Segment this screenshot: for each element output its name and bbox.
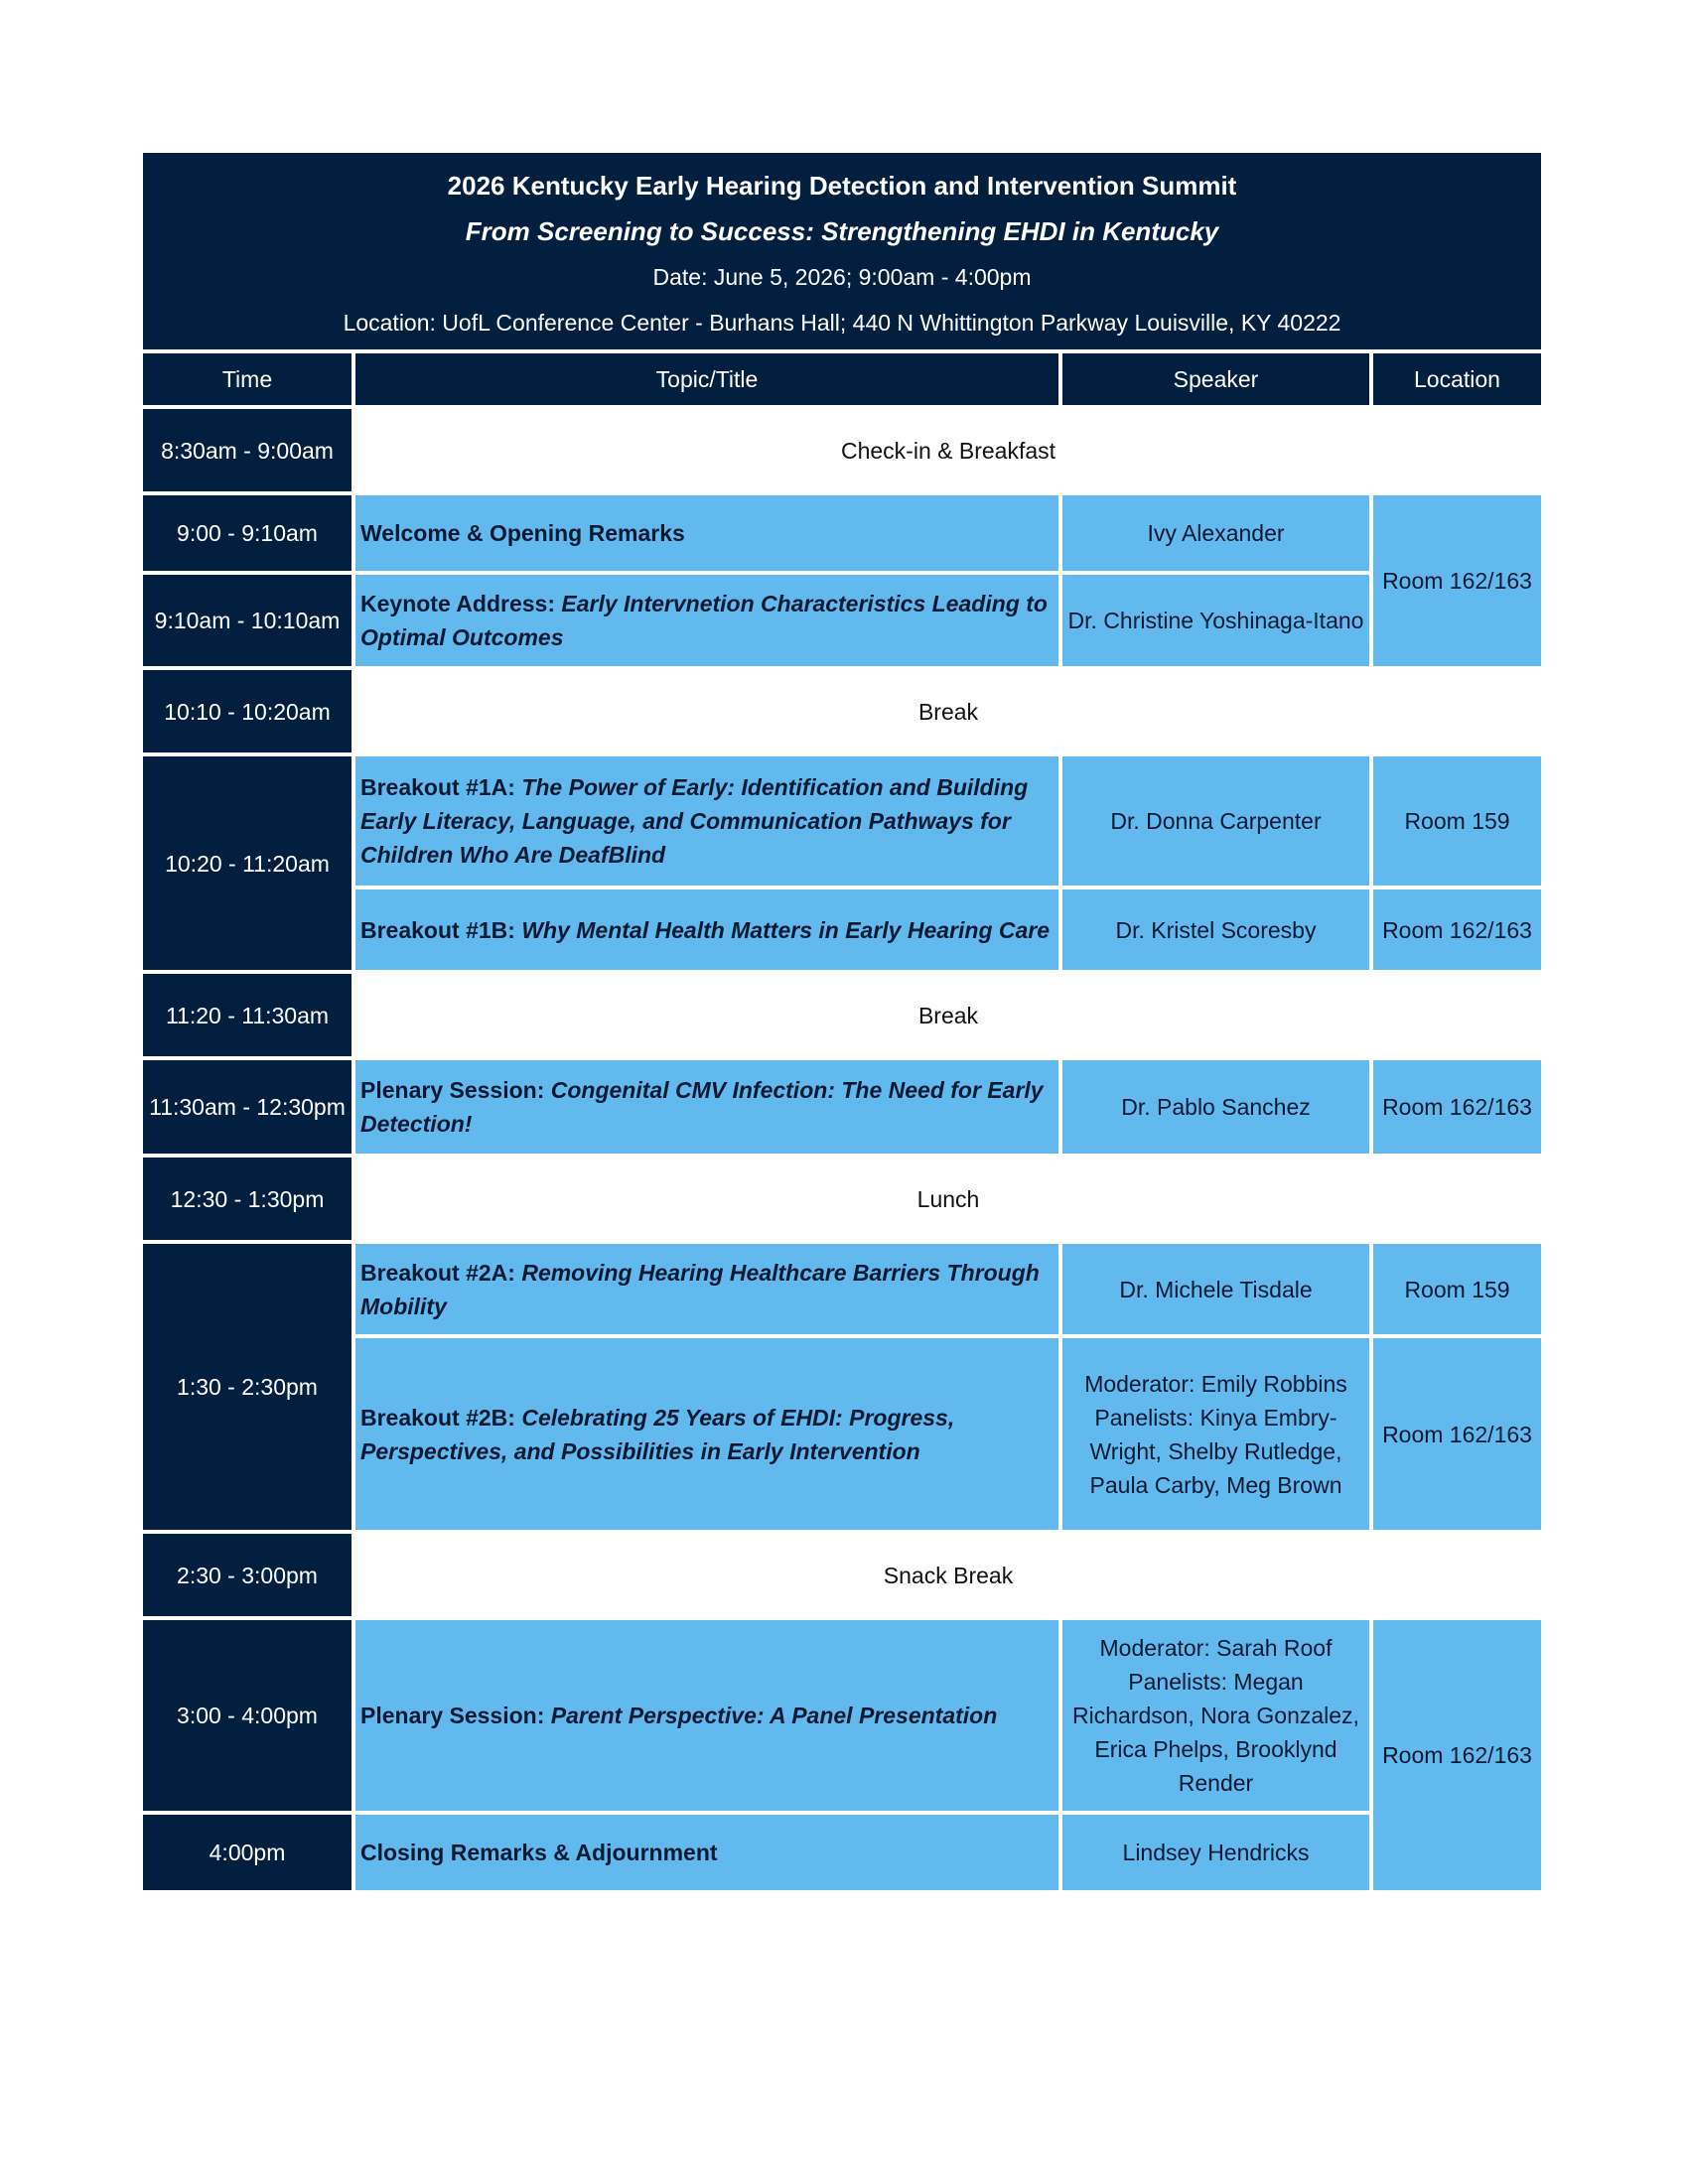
column-header-speaker: Speaker (1060, 351, 1371, 407)
event-label: Lunch (353, 1156, 1543, 1242)
column-header-time: Time (141, 351, 353, 407)
topic-cell (353, 1242, 1060, 1336)
topic-cell: Closing Remarks & Adjournment (353, 1813, 1060, 1892)
topic-cell (353, 1058, 1060, 1156)
time-cell: 8:30am - 9:00am (141, 407, 353, 493)
summit-subtitle: From Screening to Success: Strengthening EHDI in Kentucky (465, 216, 1219, 246)
time-cell: 1:30 - 2:30pm (141, 1242, 353, 1532)
event-label: Break (353, 972, 1543, 1058)
speaker-cell: Dr. Pablo Sanchez (1060, 1058, 1371, 1156)
time-cell: 2:30 - 3:00pm (141, 1532, 353, 1618)
table-row (141, 1156, 1543, 1242)
time-cell: 4:00pm (141, 1813, 353, 1892)
time-cell: 11:30am - 12:30pm (141, 1058, 353, 1156)
topic-cell (353, 887, 1060, 972)
event-label: Break (353, 668, 1543, 754)
topic-cell (353, 1618, 1060, 1813)
speaker-cell: Dr. Michele Tisdale (1060, 1242, 1371, 1336)
table-row (141, 1242, 1543, 1336)
summit-date: Date: June 5, 2026; 9:00am - 4:00pm (652, 264, 1032, 290)
session-label: Plenary Session: (360, 1077, 551, 1103)
schedule-table (139, 149, 1545, 1894)
time-cell: 3:00 - 4:00pm (141, 1618, 353, 1813)
session-title: The Power of Early: Identification and Building Early Literacy, Language, and Communication Pathways for Children Who Are DeafBlind (360, 774, 1029, 868)
topic-cell (353, 1336, 1060, 1532)
speaker-cell: Ivy Alexander (1060, 493, 1371, 573)
location-cell: Room 162/163 (1371, 1618, 1543, 1892)
time-cell: 9:10am - 10:10am (141, 573, 353, 668)
speaker-cell: Moderator: Emily Robbins Panelists: Kinya Embry-Wright, Shelby Rutledge, Paula Carby, Meg Brown (1060, 1336, 1371, 1532)
session-label: Breakout #1B: (360, 916, 522, 943)
session-label: Keynote Address: (360, 591, 562, 616)
summit-header (141, 151, 1543, 351)
table-row (141, 1618, 1543, 1813)
table-row (141, 493, 1543, 573)
session-label: Breakout #2B: (360, 1404, 522, 1431)
speaker-cell: Dr. Kristel Scoresby (1060, 887, 1371, 972)
table-row (141, 1058, 1543, 1156)
time-cell: 10:20 - 11:20am (141, 754, 353, 972)
speaker-cell: Dr. Donna Carpenter (1060, 754, 1371, 887)
table-row (141, 1813, 1543, 1892)
location-cell: Room 162/163 (1371, 887, 1543, 972)
session-title: Early Intervnetion Characteristics Leading to Optimal Outcomes (360, 591, 1048, 650)
header-row (141, 151, 1543, 351)
speaker-cell: Dr. Christine Yoshinaga-Itano (1060, 573, 1371, 668)
session-label: Breakout #1A: (360, 774, 522, 800)
topic-cell (353, 573, 1060, 668)
session-title: Why Mental Health Matters in Early Hearing Care (521, 916, 1051, 943)
location-cell: Room 162/163 (1371, 1336, 1543, 1532)
speaker-cell: Lindsey Hendricks (1060, 1813, 1371, 1892)
time-cell: 12:30 - 1:30pm (141, 1156, 353, 1242)
session-title: Congenital CMV Infection: The Need for Early Detection! (360, 1077, 1044, 1137)
topic-cell (353, 754, 1060, 887)
table-row (141, 754, 1543, 887)
table-row (141, 972, 1543, 1058)
event-label: Check-in & Breakfast (353, 407, 1543, 493)
column-header-topic: Topic/Title (353, 351, 1060, 407)
topic-cell: Welcome & Opening Remarks (353, 493, 1060, 573)
summit-title: 2026 Kentucky Early Hearing Detection and Intervention Summit (447, 171, 1237, 201)
table-row (141, 407, 1543, 493)
summit-location: Location: UofL Conference Center - Burhans Hall; 440 N Whittington Parkway Louisville, KY 40222 (343, 310, 1341, 336)
location-cell: Room 162/163 (1371, 493, 1543, 668)
location-cell: Room 159 (1371, 754, 1543, 887)
table-row (141, 573, 1543, 668)
session-title: Parent Perspective: A Panel Presentation (550, 1703, 998, 1728)
location-cell: Room 162/163 (1371, 1058, 1543, 1156)
session-title: Removing Hearing Healthcare Barriers Through Mobility (360, 1259, 1040, 1319)
column-header-row (141, 351, 1543, 407)
session-label: Plenary Session: (360, 1703, 551, 1728)
session-title: Celebrating 25 Years of EHDI: Progress, Perspectives, and Possibilities in Early Intervention (360, 1404, 955, 1464)
time-cell: 9:00 - 9:10am (141, 493, 353, 573)
event-label: Snack Break (353, 1532, 1543, 1618)
column-header-location: Location (1371, 351, 1543, 407)
speaker-cell: Moderator: Sarah Roof Panelists: Megan Richardson, Nora Gonzalez, Erica Phelps, Brooklynd Render (1060, 1618, 1371, 1813)
session-label: Breakout #2A: (360, 1259, 522, 1286)
table-row (141, 1532, 1543, 1618)
time-cell: 10:10 - 10:20am (141, 668, 353, 754)
table-row (141, 668, 1543, 754)
location-cell: Room 159 (1371, 1242, 1543, 1336)
time-cell: 11:20 - 11:30am (141, 972, 353, 1058)
